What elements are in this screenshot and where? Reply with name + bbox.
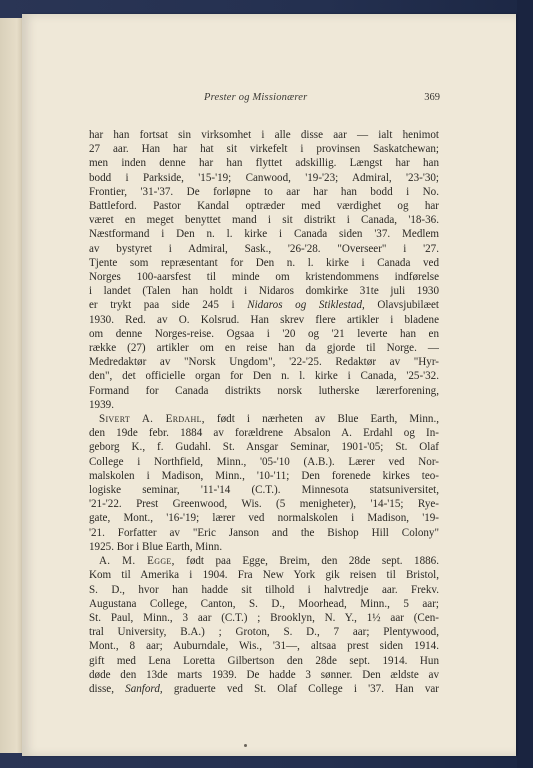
text-line: række (27) artikler om en reise han da gjorde til Norge. —	[89, 342, 439, 355]
text-line: bodd i Parkside, '15-'19; Canwood, '19-'23; Admiral, '23-'30;	[89, 171, 439, 184]
text-line: St. Paul, Minn., 3 aar (C.T.) ; Brooklyn, N. Y., 1½ aar (Cen-	[89, 611, 439, 624]
paragraph-erdahl	[89, 412, 439, 554]
cover-edge	[517, 0, 533, 768]
text-line: College i Northfield, Minn., '05-'10 (A.B.). Lærer ved Nor-	[89, 455, 439, 468]
text-line: Battleford. Pastor Kandal optræder med værdighet og har	[89, 200, 439, 213]
previous-page-edge	[0, 18, 24, 753]
text-fragment: disse,	[89, 682, 126, 695]
text-fragment: graduerte ved St. Olaf College i '37. Han var	[162, 682, 439, 695]
person-name: Sivert A. Erdahl,	[99, 413, 205, 426]
text-line: 27 aar. Han har hat sit virkefelt i provinsen Saskatchewan;	[89, 143, 439, 156]
person-name: A. M. Egge,	[99, 555, 175, 568]
text-fragment: født i nærheten av Blue Earth, Minn.,	[204, 413, 439, 426]
text-line: Tjente som repræsentant for Den n. l. kirke i Canada ved	[89, 256, 439, 269]
text-line: gift med Lena Loretta Gilbertson den 28de sept. 1914. Hun	[89, 654, 439, 667]
text-line: om denne Norges-reise. Ogsaa i '20 og '21 leverte han en	[89, 327, 439, 340]
text-line: døde den 13de marts 1939. De hadde 3 sønner. Den ældste av	[89, 668, 439, 681]
text-line: '21-'22. Prest Greenwood, Wis. (5 menigheter), '14-'15; Rye-	[89, 498, 439, 511]
text-line: av bystyret i Admiral, Sask., '26-'28. "Overseer" i '27.	[89, 242, 439, 255]
paragraph-egge	[89, 554, 439, 696]
text-line: Mont., 8 aar; Auburndale, Wis., '31—, altsaa prest siden 1914.	[89, 640, 439, 653]
person-name-italic: Sanford,	[125, 682, 163, 695]
text-line: geborg K., f. Gudahl. St. Ansgar Seminar, 1901-'05; St. Olaf	[89, 441, 439, 454]
text-line: logiske seminar, '11-'14 (C.T.). Minnesota statsuniversitet,	[89, 484, 439, 497]
text-fragment: er trykt paa side 245 i	[89, 299, 248, 312]
page-number: 369	[424, 92, 440, 103]
text-line: gate, Mont., '16-'19; lærer ved normalskolen i Madison, '19-	[89, 512, 439, 525]
text-line: Medredaktør av "Norsk Ungdom", '22-'25. Redaktør av "Hyr-	[89, 356, 439, 369]
text-line: tral University, B.A.) ; Groton, S. D., 7 aar; Plentywood,	[89, 626, 439, 639]
text-line: S. D., hvor han hadde sit tilhold i halvtredje aar. Frekv.	[89, 583, 439, 596]
text-line: Augustana College, Canton, S. D., Moorhead, Minn., 5 aar;	[89, 597, 439, 610]
page-speck	[244, 744, 247, 747]
text-line: 1939.	[89, 398, 114, 411]
body-text	[89, 128, 439, 696]
text-line: 1930. Red. av O. Kolsrud. Han skrev flere artikler i bladene	[89, 313, 439, 326]
text-line: men inden denne har han flyttet adskillig. Længst har han	[89, 157, 439, 170]
text-line: Formand for Canada distrikts norsk lutherske lærerforening,	[89, 384, 439, 397]
book-title-italic: Nidaros og Stiklestad,	[247, 299, 365, 312]
text-line: '21. Forfatter av "Eric Janson and the Bishop Hill Colony"	[89, 526, 439, 539]
text-line: har han fortsat sin virksomhet i alle disse aar — ialt henimot	[89, 129, 439, 141]
text-line: i landet (Talen han holdt i Nidaros domkirke 31te juli 1930	[89, 285, 439, 298]
book-page	[22, 14, 516, 756]
text-line: Kom til Amerika i 1904. Fra New York gik reisen til Bristol,	[89, 569, 439, 582]
text-line	[89, 298, 439, 312]
text-line: været en meget benyttet mand i sit distrikt i Canada, '18-36.	[89, 214, 439, 227]
text-fragment: Olavsjubilæet	[364, 299, 439, 312]
text-line: Frontier, '31-'37. De forløpne to aar har han bodd i No.	[89, 185, 439, 198]
text-line	[89, 682, 439, 696]
text-line: 1925. Bor i Blue Earth, Minn.	[89, 540, 223, 553]
text-line: malskolen i Madison, Minn., '10-'11; Den forenede kirkes teo-	[89, 469, 439, 482]
text-fragment: født paa Egge, Breim, den 28de sept. 1886.	[174, 555, 439, 568]
text-line: den", det officielle organ for Den n. l. kirke i Canada, '25-'32.	[89, 370, 439, 383]
page-header	[22, 92, 516, 108]
paragraph-kandal-continued	[89, 128, 439, 412]
text-line: den 19de febr. 1884 av forældrene Absalon A. Erdahl og In-	[89, 427, 439, 440]
text-line: Næstformand i Den n. l. kirke i Canada siden '37. Medlem	[89, 228, 439, 241]
text-line	[89, 412, 439, 426]
running-title: Prester og Missionærer	[204, 92, 308, 103]
text-line: Norges 100-aarsfest til minde om kristendommens indførelse	[89, 271, 439, 284]
text-line	[89, 554, 439, 568]
